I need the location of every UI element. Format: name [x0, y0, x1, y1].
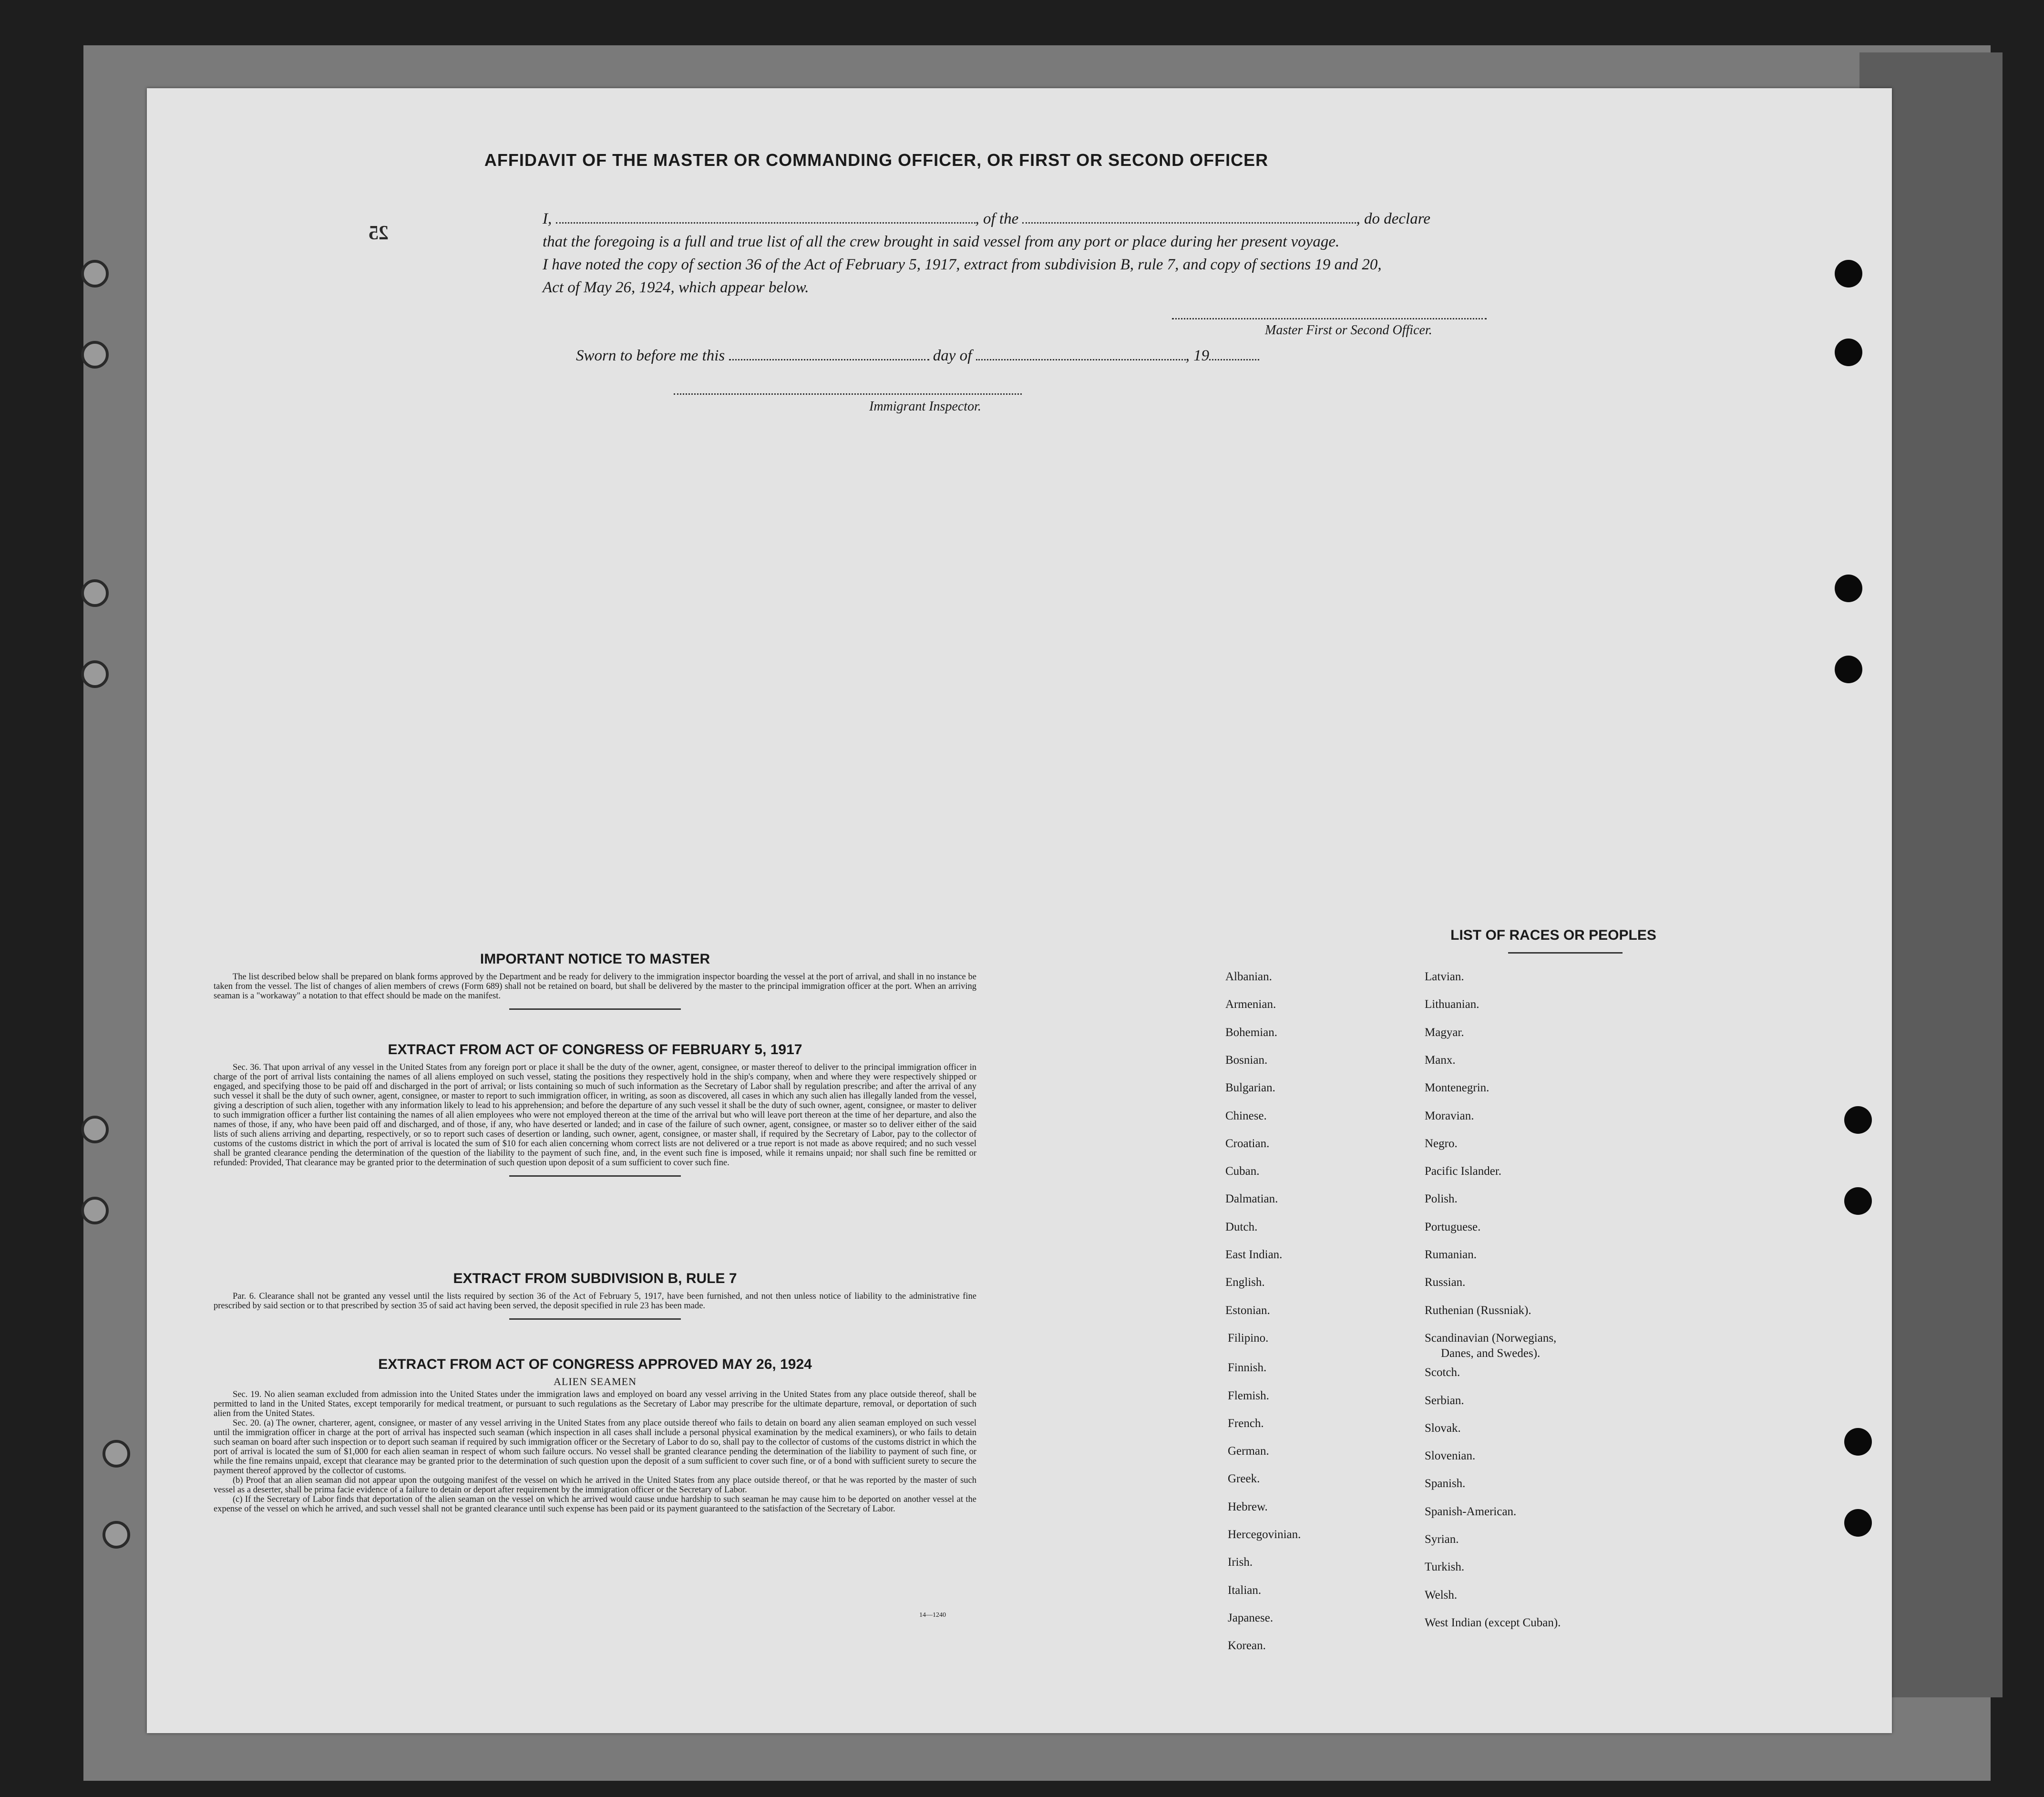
race-item: Slovenian. — [1425, 1449, 1476, 1463]
race-item: Albanian. — [1225, 970, 1272, 983]
handwritten-mark: 25 — [369, 222, 389, 244]
alien-seamen-subtitle: ALIEN SEAMEN — [554, 1376, 637, 1387]
races-title: LIST OF RACES OR PEOPLES — [1450, 927, 1656, 943]
race-item: Serbian. — [1425, 1394, 1464, 1407]
binder-ring-icon — [81, 1116, 109, 1143]
race-item: Italian. — [1228, 1583, 1262, 1597]
punch-hole-icon — [1844, 1187, 1872, 1215]
punch-hole-icon — [1844, 1428, 1872, 1456]
race-item: French. — [1228, 1417, 1264, 1430]
divider — [509, 1008, 681, 1010]
master-signature-label: Master First or Second Officer. — [1265, 323, 1432, 338]
sworn-line — [576, 346, 1259, 365]
binder-ring-icon — [81, 260, 109, 288]
section-19: Sec. 19. No alien seaman excluded from admission into the United States under the immigration laws and employed on board any vessel arriving in the United States from any place outside thereof, shall be permitted to land in the United States, except temporarily for medical treatment, or pursuant to such regulations as the Secretary of Labor may prescribe for the ultimate departure, removal, or deportation of such alien from the United States. — [214, 1390, 976, 1418]
notice-text: The list described below shall be prepared on blank forms approved by the Department and be ready for delivery to the immigration inspector boarding the vessel at the port of arrival, and shall in no instance be taken from the vessel. The list of changes of alien members of crews (Form 689) shall not be retained on board, but shall be delivered by the master to the principal immigration officer at the port. When an arriving seaman is a "workaway" a notation to that effect should be made on the manifest. — [214, 972, 976, 1001]
race-item: Negro. — [1425, 1137, 1458, 1150]
race-item: Syrian. — [1425, 1533, 1459, 1546]
notice-title: IMPORTANT NOTICE TO MASTER — [480, 951, 710, 967]
declaration-line — [543, 207, 1663, 230]
punch-hole-icon — [1835, 260, 1862, 288]
binder-ring-icon — [103, 1440, 130, 1468]
binder-ring-icon — [103, 1521, 130, 1549]
race-item: Scotch. — [1425, 1366, 1460, 1379]
section-20b: (b) Proof that an alien seaman did not appear upon the outgoing manifest of the vessel on which he arrived in the United States from any place outside thereof, or that he was reported by the master of such vessel as a deserter, shall be prima facie evidence of a failure to detain or deport after requirement by the immigration officer or the Secretary of Labor. — [214, 1476, 976, 1495]
race-item: Bohemian. — [1225, 1026, 1278, 1039]
race-item: Moravian. — [1425, 1109, 1474, 1122]
vessel-blank[interactable] — [1022, 209, 1356, 224]
race-item: Cuban. — [1225, 1165, 1260, 1178]
manifest-page — [147, 88, 1892, 1733]
divider — [509, 1318, 681, 1320]
affidavit-line-4: Act of May 26, 1924, which appear below. — [543, 279, 809, 296]
punch-hole-icon — [1835, 656, 1862, 683]
race-item: Slovak. — [1425, 1421, 1461, 1435]
section-20a: Sec. 20. (a) The owner, charterer, agent, consignee, or master of any vessel arriving in the United States from any place outside thereof who fails to detain on board any alien seaman employed on such vessel until the immigration officer in charge at the port of arrival has inspected such seaman (which inspection in all cases shall include a personal physical examination by the medical examiners), or who fails to detain such seaman on board after such inspection or to deport such seaman if required by such immigration officer or the Secretary of Labor to do so, shall pay to the collector of customs of the customs district in which the port of arrival is located the sum of $1,000 for each alien seaman in respect of whom such failure occurs. No vessel shall be granted clearance pending the determination of the liability to payment of such fine, or while the fine remains unpaid, except that clearance may be granted prior to the determination of such question upon the deposit of a sum sufficient to cover such fine, or of a bond with sufficient surety to secure the payment thereof approved by the collector of customs. — [214, 1418, 976, 1476]
race-item: Pacific Islander. — [1425, 1165, 1502, 1178]
affidavit-line-3: I have noted the copy of section 36 of the Act of February 5, 1917, extract from subdivision B, rule 7, and copy of sections 19 and 20, — [543, 256, 1382, 273]
race-item: Filipino. — [1228, 1331, 1269, 1345]
extract-rule-7-text: Par. 6. Clearance shall not be granted any vessel until the lists required by section 36 of the Act of February 5, 1917, have been furnished, and not then unless notice of liability to the administrative fine prescribed by said section or to that prescribed by section 35 of said act having been served, the deposit specified in rule 23 has been made. — [214, 1292, 976, 1311]
inspector-signature-line[interactable] — [674, 393, 1022, 395]
form-number: 14—1240 — [919, 1612, 946, 1619]
affidavit-title: AFFIDAVIT OF THE MASTER OR COMMANDING OFFICER, OR FIRST OR SECOND OFFICER — [484, 150, 1269, 170]
race-item: Portuguese. — [1425, 1220, 1481, 1233]
race-item: Bulgarian. — [1225, 1081, 1275, 1095]
section-20c: (c) If the Secretary of Labor finds that deportation of the alien seaman on the vessel on which he arrived would cause undue hardship to such seaman he may cause him to be deported on another vessel at the expense of the vessel on which he arrived, and such vessel shall not be granted clearance until such expense has been paid or its payment guaranteed to the satisfaction of the Secretary of Labor. — [214, 1495, 976, 1514]
race-item: Hercegovinian. — [1228, 1528, 1301, 1541]
sworn-label: Sworn to before me this — [576, 347, 725, 364]
race-item: Korean. — [1228, 1639, 1266, 1653]
race-item: English. — [1225, 1276, 1265, 1289]
race-item: Finnish. — [1228, 1361, 1267, 1375]
race-item: Russian. — [1425, 1276, 1466, 1289]
race-item: Rumanian. — [1425, 1248, 1477, 1261]
race-item: Flemish. — [1228, 1389, 1269, 1402]
extract-rule-7 — [214, 1271, 976, 1320]
race-item: Dalmatian. — [1225, 1192, 1278, 1206]
race-item: East Indian. — [1225, 1248, 1283, 1261]
race-item: Estonian. — [1225, 1304, 1270, 1317]
extract-1917-text: Sec. 36. That upon arrival of any vessel in the United States from any foreign port or place it shall be the duty of the owner, agent, consignee, or master thereof to deliver to the principal immigration officer in charge of the port of arrival lists containing the names of all aliens employed on such vessel, stating the positions they respectively hold in the ship's company, when and where they were respectively shipped or engaged, and specifying those to be paid off and discharged in the port of arrival; or lists containing so much of such information as the Secretary of Labor shall by regulation prescribe; and after the arrival of any such vessel it shall be the duty of such owner, agent, consignee, or master to report to such immigration officer, in writing, as soon as discovered, all cases in which any such alien has illegally landed from the vessel, giving a description of such alien, together with any information likely to lead to his apprehension; and before the departure of any such vessel it shall be the duty of such owner, agent, consignee, or master to deliver to such immigration officer a further list containing the names of all alien employees who were not employed thereon at the time of the arrival but who will leave port thereon at the time of her departure, and also the names of those, if any, who have been paid off and discharged, and of those, if any, who have deserted or landed; and in case of the failure of such owner, agent, consignee, or master so to deliver either of the said lists of such aliens arriving and departing, respectively, or so to report such cases of desertion or landing, such owner, agent, consignee, or master shall, if required by the Secretary of Labor, pay to the collector of customs of the customs district in which the port of arrival is located the sum of $10 for each alien concerning whom correct lists are not delivered or a true report is not made as above required; and no such vessel shall be granted clearance pending the determination of the question of the liability to the payment of such fine, and, in the event such fine is imposed, while it remains unpaid; nor shall such fine be remitted or refunded: Provided, That clearance may be granted prior to the determination of such question upon deposit of a sum sufficient to cover such fine. — [214, 1063, 976, 1168]
race-item: West Indian (except Cuban). — [1425, 1616, 1561, 1629]
affidavit-line-2: that the foregoing is a full and true list of all the crew brought in said vessel from any port or place during her present voyage. — [543, 233, 1340, 250]
race-item: Dutch. — [1225, 1220, 1258, 1233]
affidavit-body — [543, 207, 1663, 299]
race-item: Hebrew. — [1228, 1500, 1268, 1513]
race-item: Bosnian. — [1225, 1053, 1268, 1067]
race-item: Irish. — [1228, 1556, 1253, 1569]
punch-hole-icon — [1844, 1509, 1872, 1537]
divider — [509, 1175, 681, 1177]
race-item: Latvian. — [1425, 970, 1464, 983]
binder-ring-icon — [81, 660, 109, 688]
i-label: I, — [543, 210, 552, 227]
race-item: Turkish. — [1425, 1561, 1465, 1574]
race-item: German. — [1228, 1445, 1269, 1458]
punch-hole-icon — [1835, 575, 1862, 602]
race-item: Armenian. — [1225, 998, 1276, 1011]
sworn-month-blank[interactable] — [976, 346, 1186, 360]
race-item: Japanese. — [1228, 1611, 1274, 1624]
race-item: Danes, and Swedes). — [1441, 1346, 1541, 1360]
day-of-label: day of — [933, 347, 972, 364]
extract-1917 — [214, 1042, 976, 1177]
extract-1924-title: EXTRACT FROM ACT OF CONGRESS APPROVED MAY 26, 1924 — [378, 1356, 812, 1372]
binder-ring-icon — [81, 341, 109, 369]
extract-1924 — [214, 1356, 976, 1514]
race-item: Spanish-American. — [1425, 1505, 1517, 1518]
races-divider — [1508, 952, 1623, 954]
notice-to-master — [214, 951, 976, 1010]
binder-ring-icon — [81, 579, 109, 607]
extract-1917-title: EXTRACT FROM ACT OF CONGRESS OF FEBRUARY 5, 1917 — [388, 1042, 802, 1058]
sworn-day-blank[interactable] — [729, 346, 929, 360]
year-label: , 19 — [1185, 347, 1210, 364]
punch-hole-icon — [1844, 1106, 1872, 1134]
race-item: Magyar. — [1425, 1026, 1464, 1039]
race-item: Chinese. — [1225, 1109, 1267, 1122]
inspector-signature-label: Immigrant Inspector. — [869, 399, 981, 414]
extract-1924-text — [214, 1390, 976, 1514]
declare-label: , do declare — [1356, 210, 1430, 227]
name-blank[interactable] — [556, 209, 976, 224]
punch-hole-icon — [1835, 339, 1862, 366]
race-item: Montenegrin. — [1425, 1081, 1489, 1095]
race-item: Scandinavian (Norwegians, — [1425, 1331, 1557, 1345]
race-item: Ruthenian (Russniak). — [1425, 1304, 1531, 1317]
race-item: Welsh. — [1425, 1588, 1458, 1602]
master-signature-line[interactable] — [1172, 318, 1487, 319]
extract-rule-7-title: EXTRACT FROM SUBDIVISION B, RULE 7 — [453, 1271, 737, 1286]
binder-ring-icon — [81, 1197, 109, 1224]
race-item: Spanish. — [1425, 1477, 1466, 1490]
race-item: Manx. — [1425, 1053, 1456, 1067]
race-item: Polish. — [1425, 1192, 1458, 1206]
sworn-year-blank[interactable] — [1209, 346, 1259, 360]
race-item: Lithuanian. — [1425, 998, 1479, 1011]
race-item: Greek. — [1228, 1472, 1260, 1486]
race-item: Croatian. — [1225, 1137, 1270, 1150]
of-the-label: , of the — [975, 210, 1019, 227]
